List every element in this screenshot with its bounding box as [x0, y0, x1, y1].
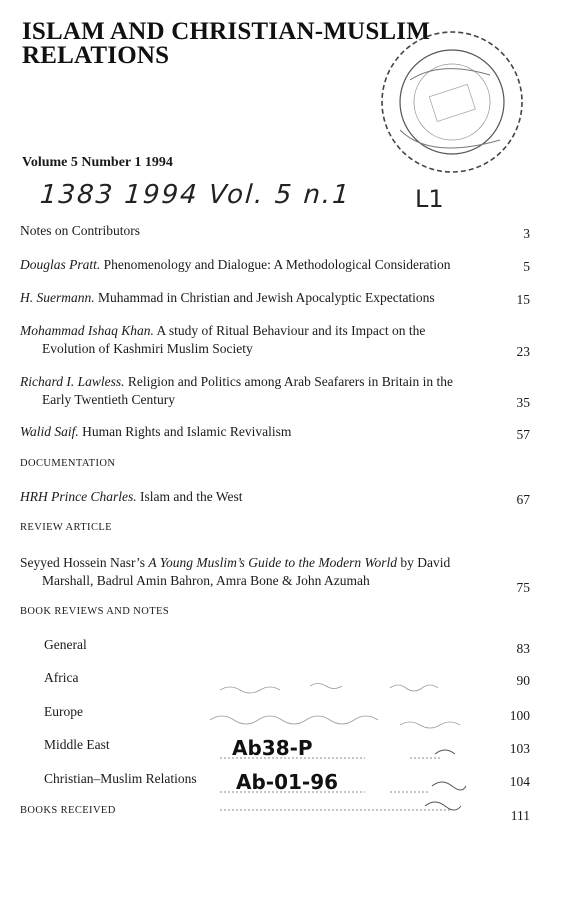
entry-page: 57: [516, 427, 530, 442]
book-review-category: Africa: [44, 670, 79, 685]
book-review-category: Europe: [44, 704, 83, 719]
book-review-category: General: [44, 637, 87, 652]
entry-page: 5: [523, 259, 530, 274]
entry-author: Walid Saif.: [20, 424, 79, 439]
entry-page: 103: [509, 741, 530, 756]
handwritten-code: L1: [415, 185, 444, 213]
toc-entry: [20, 373, 480, 409]
handwritten-accession-number: Ab38-P: [232, 736, 313, 760]
entry-title: Muhammad in Christian and Jewish Apocalyptic Expectations: [94, 290, 435, 305]
entry-page: 100: [509, 708, 530, 723]
entry-author: Mohammad Ishaq Khan.: [20, 323, 154, 338]
entry-title: Seyyed Hossein Nasr’s: [20, 555, 149, 570]
entry-title: Notes on Contributors: [20, 223, 140, 238]
section-heading-books-received: BOOKS RECEIVED: [20, 805, 116, 816]
toc-entry: [20, 423, 480, 441]
section-heading-documentation: DOCUMENTATION: [20, 458, 116, 469]
toc-entry: [20, 289, 480, 307]
entry-page: 90: [516, 673, 530, 688]
entry-page: 3: [523, 226, 530, 241]
entry-title: Human Rights and Islamic Revivalism: [78, 424, 292, 439]
journal-title-line2: RELATIONS: [22, 42, 170, 69]
toc-entry: [20, 554, 480, 590]
entry-title: Islam and the West: [136, 489, 243, 504]
handwritten-date: Ab-01-96: [236, 770, 339, 794]
journal-title-line1: ISLAM AND CHRISTIAN-MUSLIM: [22, 18, 431, 45]
entry-page: 35: [516, 395, 530, 410]
entry-page: 111: [510, 808, 530, 823]
entry-author: Richard I. Lawless.: [20, 374, 125, 389]
section-heading-review-article: REVIEW ARTICLE: [20, 522, 112, 533]
toc-entry: [20, 488, 480, 506]
book-review-category: Middle East: [44, 737, 110, 752]
book-review-category: Christian–Muslim Relations: [44, 771, 197, 786]
entry-title-continued: Early Twentieth Century: [42, 392, 176, 407]
toc-entry: [20, 256, 480, 274]
entry-page: 67: [516, 492, 530, 507]
entry-title: by David: [397, 555, 451, 570]
entry-title-continued: Marshall, Badrul Amin Bahron, Amra Bone & John Azumah: [42, 573, 370, 588]
entry-book-title: A Young Muslim’s Guide to the Modern World: [148, 555, 398, 570]
entry-page: 23: [516, 344, 530, 359]
entry-author: HRH Prince Charles.: [20, 489, 137, 504]
volume-issue: Volume 5 Number 1 1994: [22, 155, 173, 170]
entry-title-continued: Evolution of Kashmiri Muslim Society: [42, 341, 253, 356]
entry-author: H. Suermann.: [20, 290, 95, 305]
entry-author: Douglas Pratt.: [20, 257, 101, 272]
entry-title: A study of Ritual Behaviour and its Impact on the: [153, 323, 426, 338]
handwritten-shelfmark: 1383 1994 Vol. 5 n.1: [38, 180, 352, 210]
entry-page: 83: [516, 641, 530, 656]
toc-entry: [20, 222, 480, 240]
entry-page: 15: [516, 292, 530, 307]
entry-title: Religion and Politics among Arab Seafarers in Britain in the: [124, 374, 453, 389]
entry-page: 104: [509, 774, 530, 789]
toc-entry: [20, 322, 480, 358]
library-stamp-icon: [370, 20, 530, 180]
journal-title: [22, 20, 430, 68]
entry-title: Phenomenology and Dialogue: A Methodological Consideration: [100, 257, 451, 272]
section-heading-book-reviews: BOOK REVIEWS AND NOTES: [20, 606, 170, 617]
entry-page: 75: [516, 580, 530, 595]
